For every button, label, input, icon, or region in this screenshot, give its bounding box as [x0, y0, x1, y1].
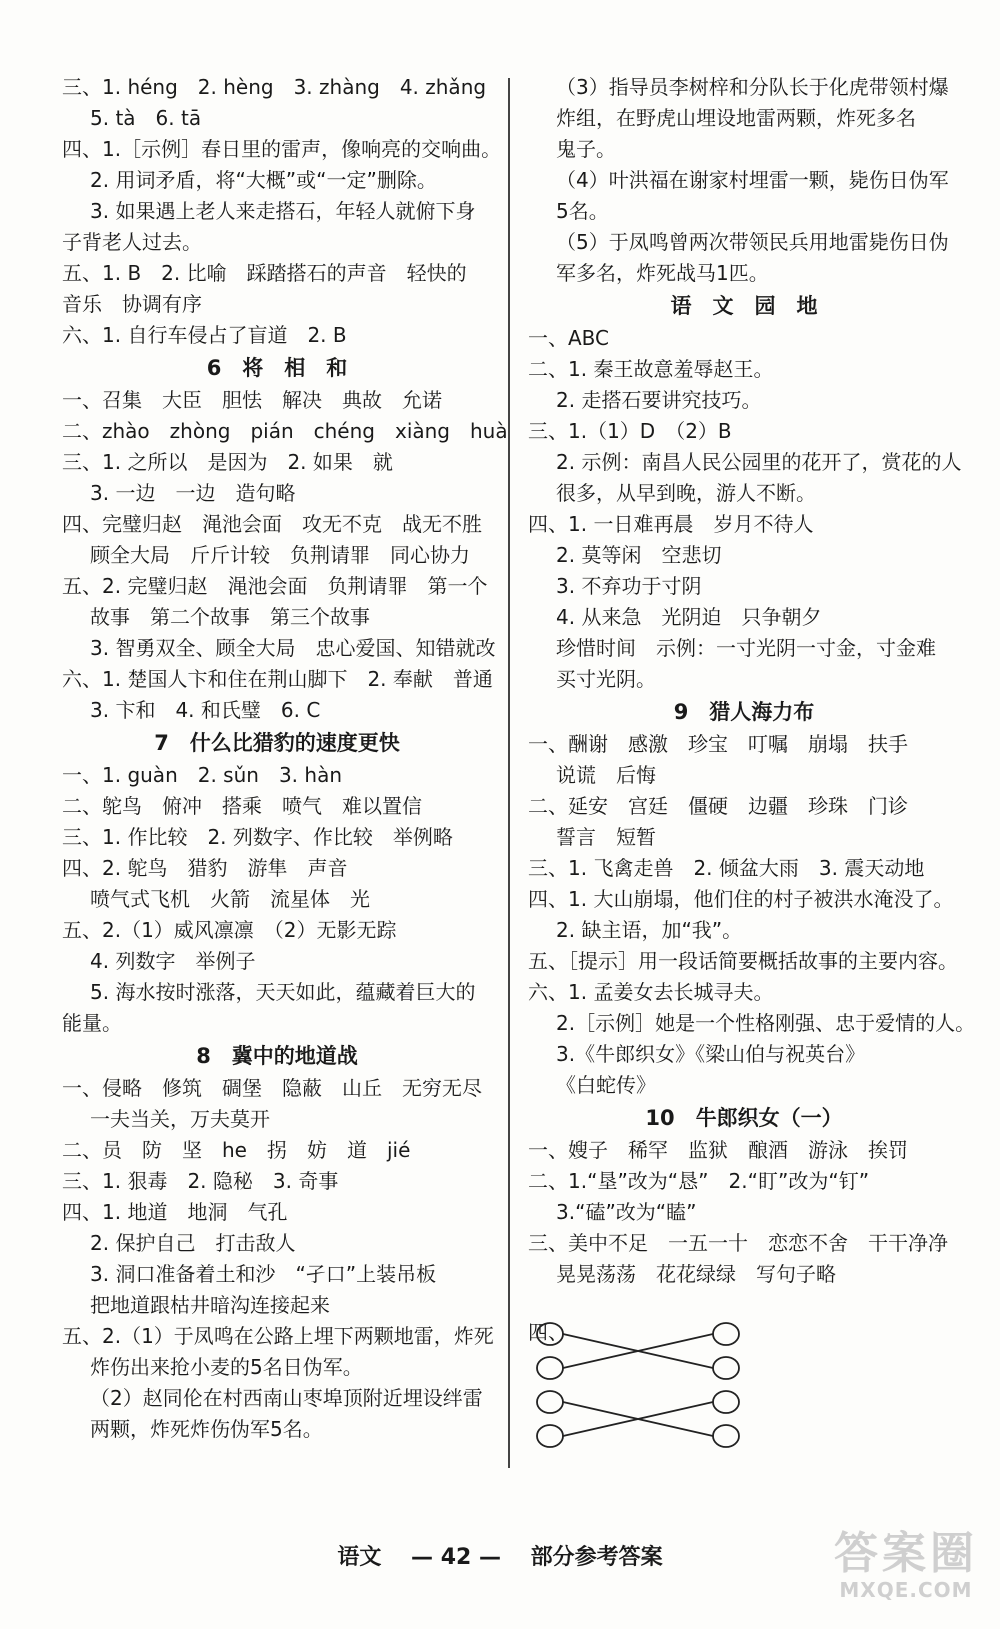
answer-line: 五、2.（1）于凤鸣在公路上埋下两颗地雷，炸死	[62, 1324, 494, 1348]
right-circle-1	[713, 1323, 739, 1345]
answer-line: 音乐 协调有序	[62, 292, 202, 316]
answer-line: 三、1. 狠毒 2. 隐秘 3. 奇事	[62, 1169, 339, 1193]
answer-line: 五、［提示］用一段话简要概括故事的主要内容。	[528, 949, 958, 973]
answer-line: 3. 不弃功于寸阴	[556, 574, 702, 598]
answer-line: 3. 一边 一边 造句略	[90, 481, 296, 505]
answer-line: （5）于凤鸣曾两次带领民兵用地雷毙伤日伪	[556, 230, 949, 254]
answer-line: 炸组，在野虎山埋设地雷两颗，炸死多名	[556, 106, 916, 130]
right-circle-3	[713, 1391, 739, 1413]
watermark-logo	[834, 1530, 978, 1602]
answer-line: 能量。	[62, 1011, 122, 1035]
answer-line: 四、1. 大山崩塌，他们住的村子被洪水淹没了。	[528, 887, 954, 911]
answer-line: 5. 海水按时涨落，天天如此，蕴藏着巨大的	[90, 980, 476, 1004]
answer-line: 军多名，炸死战马1匹。	[556, 261, 769, 285]
section-heading: 9 猎人海力布	[673, 700, 815, 724]
answer-line: 誓言 短暂	[556, 825, 656, 849]
answer-line: 2. 示例：南昌人民公园里的花开了，赏花的人	[556, 450, 962, 474]
answer-line: 2. 缺主语，加“我”。	[556, 918, 743, 942]
answer-line: 2. 保护自己 打击敌人	[90, 1231, 296, 1255]
answer-line: 3. 如果遇上老人来走搭石，年轻人就俯下身	[90, 199, 476, 223]
answer-line: 四、1. 地道 地洞 气孔	[62, 1200, 288, 1224]
answer-line: 买寸光阴。	[556, 667, 656, 691]
answer-line: 一、酬谢 感激 珍宝 叮嘱 崩塌 扶手	[528, 732, 908, 756]
section-heading: 6 将 相 和	[206, 356, 348, 380]
answer-line: 5名。	[556, 199, 609, 223]
section-heading: 10 牛郎织女（一）	[645, 1106, 843, 1130]
right-circle-4	[713, 1425, 739, 1447]
answer-line: 三、1. 飞禽走兽 2. 倾盆大雨 3. 震天动地	[528, 856, 925, 880]
answer-line: 六、1. 自行车侵占了盲道 2. B	[62, 323, 347, 347]
watermark-text: 答案圈	[834, 1528, 978, 1579]
answer-line: 故事 第二个故事 第三个故事	[90, 605, 370, 629]
answer-line: 五、2. 完璧归赵 渑池会面 负荆请罪 第一个	[62, 574, 488, 598]
answer-line: 把地道跟枯井暗沟连接起来	[90, 1293, 330, 1317]
answer-line: （3）指导员李树梓和分队长于化虎带领村爆	[556, 75, 949, 99]
answer-line: 2.［示例］她是一个性格刚强、忠于爱情的人。	[556, 1011, 976, 1035]
left-circle-1	[537, 1323, 563, 1345]
answer-line: 珍惜时间 示例：一寸光阴一寸金，寸金难	[556, 636, 936, 660]
answer-line: 3. 卞和 4. 和氏璧 6. C	[90, 698, 321, 722]
answer-line: 二、1.“垦”改为“恳” 2.“盯”改为“钉”	[528, 1169, 870, 1193]
matching-diagram	[528, 1320, 788, 1450]
answer-line: 一、1. guàn 2. sǔn 3. hàn	[62, 763, 342, 787]
footer-title: 部分参考答案	[530, 1545, 663, 1570]
answer-line: 子背老人过去。	[62, 230, 202, 254]
answer-line: 2. 莫等闲 空悲切	[556, 543, 722, 567]
answer-line: 三、1. 之所以 是因为 2. 如果 就	[62, 450, 393, 474]
matching-lines-svg	[528, 1320, 788, 1450]
section-heading: 8 冀中的地道战	[196, 1044, 358, 1068]
section-heading: 7 什么比猎豹的速度更快	[154, 731, 400, 755]
answer-line: 三、美中不足 一五一十 恋恋不舍 干干净净	[528, 1231, 948, 1255]
answer-line: 四、1. 一日难再晨 岁月不待人	[528, 512, 814, 536]
answer-line: 一、侵略 修筑 碉堡 隐蔽 山丘 无穷无尽	[62, 1076, 482, 1100]
left-circle-2	[537, 1357, 563, 1379]
answer-line: 4. 列数字 举例子	[90, 949, 256, 973]
right-column	[528, 72, 976, 1290]
answer-line: 顾全大局 斤斤计较 负荆请罪 同心协力	[90, 543, 470, 567]
answer-line: 一、ABC	[528, 326, 610, 350]
answer-line: （4）叶洪福在谢家村埋雷一颗，毙伤日伪军	[556, 168, 949, 192]
answer-line: 五、1. B 2. 比喻 踩踏搭石的声音 轻快的	[62, 261, 467, 285]
answer-line: 5. tà 6. tā	[90, 106, 202, 130]
answer-line: 3. 洞口准备着土和沙 “孑口”上装吊板	[90, 1262, 437, 1286]
footer-subject: 语文	[337, 1545, 382, 1570]
answer-line: 三、1. héng 2. hèng 3. zhàng 4. zhǎng	[62, 75, 487, 99]
answer-line: 晃晃荡荡 花花绿绿 写句子略	[556, 1262, 836, 1286]
column-divider	[508, 78, 510, 1468]
answer-line: 《白蛇传》	[556, 1073, 656, 1097]
answer-line: 五、2.（1）威风凛凛 （2）无影无踪	[62, 918, 397, 942]
answer-line: 两颗，炸死炸伤伪军5名。	[90, 1417, 323, 1441]
answer-line: （2）赵同伦在村西南山枣埠顶附近埋设绊雷	[90, 1386, 483, 1410]
answer-line: 2. 走搭石要讲究技巧。	[556, 388, 762, 412]
answer-line: 一、召集 大臣 胆怯 解决 典故 允诺	[62, 388, 442, 412]
answer-line: 二、zhào zhòng pián chéng xiàng huà	[62, 419, 508, 443]
left-circle-3	[537, 1391, 563, 1413]
answer-line: 2. 用词矛盾，将“大概”或“一定”删除。	[90, 168, 437, 192]
answer-line: 4. 从来急 光阴迫 只争朝夕	[556, 605, 822, 629]
answer-line: 二、鸵鸟 俯冲 搭乘 喷气 难以置信	[62, 794, 422, 818]
answer-line: 二、1. 秦王故意羞辱赵王。	[528, 357, 774, 381]
answer-line: 三、1. 作比较 2. 列数字、作比较 举例略	[62, 825, 453, 849]
answer-line: 四、2. 鸵鸟 猎豹 游隼 声音	[62, 856, 348, 880]
left-column	[62, 72, 508, 1445]
answer-line: 六、1. 楚国人卞和住在荆山脚下 2. 奉献 普通	[62, 667, 493, 691]
answer-line: 3.《牛郎织女》《梁山伯与祝英台》	[556, 1042, 866, 1066]
diagram-label: 四、	[528, 1320, 568, 1344]
left-circle-4	[537, 1425, 563, 1447]
answer-line: 一、嫂子 稀罕 监狱 酿酒 游泳 挨罚	[528, 1138, 908, 1162]
answer-line: 3. 智勇双全、顾全大局 忠心爱国、知错就改	[90, 636, 496, 660]
answer-line: 鬼子。	[556, 137, 616, 161]
watermark-url: MXQE.COM	[839, 1578, 973, 1602]
answer-line: 二、员 防 坚 he 拐 妨 道 jié	[62, 1138, 411, 1162]
answer-line: 说谎 后悔	[556, 763, 656, 787]
answer-line: 四、完璧归赵 渑池会面 攻无不克 战无不胜	[62, 512, 482, 536]
answer-line: 三、1.（1）D （2）B	[528, 419, 732, 443]
answer-line: 二、延安 宫廷 僵硬 边疆 珍珠 门诊	[528, 794, 908, 818]
footer-page-number: — 42 —	[411, 1545, 501, 1570]
right-circle-2	[713, 1357, 739, 1379]
answer-line: 六、1. 孟姜女去长城寻夫。	[528, 980, 774, 1004]
answer-line: 很多，从早到晚，游人不断。	[556, 481, 816, 505]
answer-line: 炸伤出来抢小麦的5名日伪军。	[90, 1355, 363, 1379]
section-heading: 语 文 园 地	[670, 294, 818, 318]
answer-line: 3.“磕”改为“瞌”	[556, 1200, 697, 1224]
answer-line: 四、1.［示例］春日里的雷声，像响亮的交响曲。	[62, 137, 502, 161]
answer-line: 喷气式飞机 火箭 流星体 光	[90, 887, 370, 911]
answer-line: 一夫当关，万夫莫开	[90, 1107, 270, 1131]
